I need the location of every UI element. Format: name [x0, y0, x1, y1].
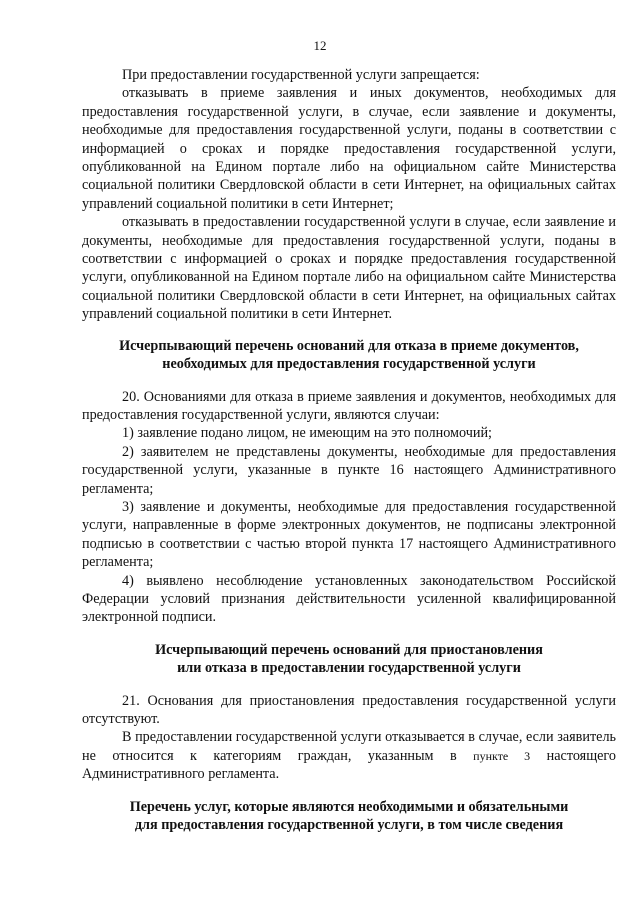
- section-heading-suspension-refusal: [82, 641, 616, 678]
- intro-paragraph: При предоставлении государственной услуги запрещается:: [122, 67, 480, 83]
- heading-line: Перечень услуг, которые являются необходимыми и обязательными: [129, 798, 569, 815]
- refusal-text-end: настоящего Административного регламента.: [82, 747, 616, 783]
- refusal-text-start: В предоставлении государственной услуги отказывается в случае, если заявитель не относится к категориям граждан, указанным в: [82, 729, 616, 764]
- prohibition-paragraph-2: отказывать в предоставлении государственной услуги в случае, если заявление и документы, необходимые для предоставления государственной услуги, поданы в соответствии с информацией о сроках и порядке предоставления государственной услуги, опубликованной на Едином портале либо на официальном сайте Министерства социальной политики Свердловской области в сети Интернет, на официальных сайтах управлений социальной политики в сети Интернет.: [82, 214, 616, 323]
- section-heading-required-services: [82, 798, 616, 835]
- heading-line: для предоставления государственной услуги, в том числе сведения: [134, 817, 564, 834]
- clause-21-paragraph: 21. Основания для приостановления предоставления государственной услуги отсутствуют.: [82, 692, 616, 727]
- heading-line: Исчерпывающий перечень оснований для приостановления: [155, 641, 543, 658]
- heading-line: Исчерпывающий перечень оснований для отказа в приеме документов,: [119, 337, 579, 354]
- clause-reference: пункте 3: [473, 748, 531, 763]
- page-content: [82, 66, 616, 834]
- clause-20-item-1: 1) заявление подано лицом, не имеющим на это полномочий;: [122, 425, 492, 442]
- clause-20-lead: 20. Основаниями для отказа в приеме заявления и документов, необходимых для предоставления государственной услуги, являются случаи:: [82, 388, 616, 423]
- prohibition-paragraph-1: отказывать в приеме заявления и иных документов, необходимых для предоставления государственной услуги, в случае, если заявление и документы, необходимые для предоставления государственной услуги, поданы в соответствии с информацией о сроках и порядке предоставления государственной услуги, опубликованной на Едином портале либо на официальном сайте Министерства социальной политики Свердловской области в сети Интернет, на официальных сайтах управлений социальной политики в сети Интернет;: [82, 85, 616, 212]
- heading-line: или отказа в предоставлении государственной услуги: [177, 660, 521, 677]
- clause-20-item-2: 2) заявителем не представлены документы, необходимые для предоставления государственной услуги, указанные в пункте 16 настоящего Административного регламента;: [82, 443, 616, 497]
- heading-line: необходимых для предоставления государственной услуги: [162, 356, 536, 373]
- clause-20-item-3: 3) заявление и документы, необходимые для предоставления государственной услуги, направленные в форме электронных документов, не подписаны электронной подписью в соответствии с частью второй пункта 17 настоящего Административного регламента;: [82, 498, 616, 571]
- refusal-category-paragraph: [82, 728, 616, 783]
- clause-20-item-4: 4) выявлено несоблюдение установленных законодательством Российской Федерации условий признания действительности усиленной квалифицированной электронной подписи.: [82, 572, 616, 626]
- page-number: 12: [313, 38, 327, 53]
- section-heading-refusal-documents: [82, 337, 616, 374]
